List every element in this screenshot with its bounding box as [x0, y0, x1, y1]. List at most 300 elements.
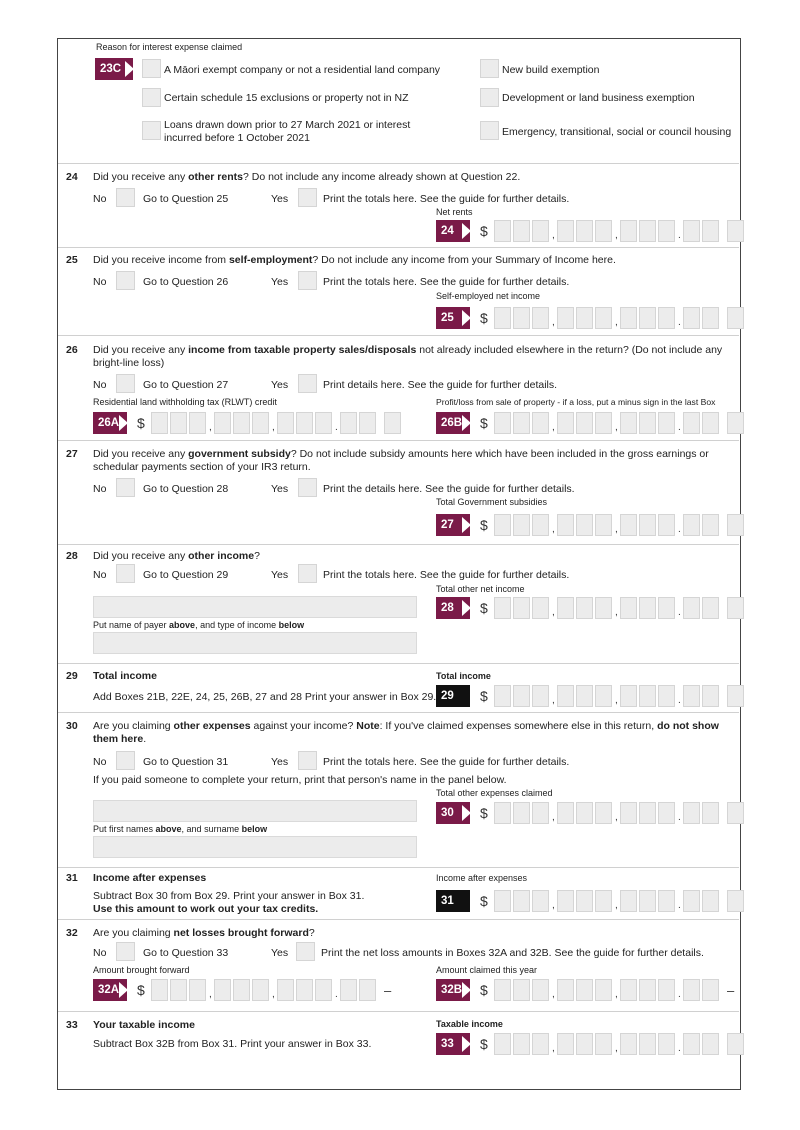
digit-cell[interactable] — [576, 890, 593, 912]
digit-cell[interactable] — [595, 307, 612, 329]
comma-separator: , — [615, 812, 618, 823]
comma-separator: , — [552, 317, 555, 328]
box-26a: 26A — [93, 412, 127, 434]
digit-cell[interactable] — [532, 412, 549, 434]
cents-cell[interactable] — [702, 307, 719, 329]
comma-separator: , — [552, 1043, 555, 1054]
digit-cell[interactable] — [620, 1033, 637, 1055]
comma-separator: , — [272, 989, 275, 1000]
sign-cell[interactable] — [727, 514, 744, 536]
no-label: No — [93, 756, 107, 768]
q27-yes-checkbox[interactable] — [298, 478, 317, 497]
box-31: 31 — [436, 890, 470, 912]
box-25: 25 — [436, 307, 470, 329]
digit-cell[interactable] — [532, 890, 549, 912]
digit-cell[interactable] — [658, 890, 675, 912]
digit-cell[interactable] — [494, 685, 511, 707]
digit-cell[interactable] — [576, 412, 593, 434]
digit-cell[interactable] — [296, 412, 313, 434]
digit-cell[interactable] — [494, 1033, 511, 1055]
digit-cell[interactable] — [595, 220, 612, 242]
q32-number: 32 — [66, 927, 78, 939]
dollar-sign: $ — [480, 310, 488, 326]
goto-label: Go to Question 29 — [143, 569, 229, 581]
digit-cell[interactable] — [658, 412, 675, 434]
digit-cell[interactable] — [557, 514, 574, 536]
digit-cell[interactable] — [639, 1033, 656, 1055]
decimal-point: . — [678, 1043, 681, 1054]
box-23c: 23C — [95, 58, 133, 80]
yes-instruction: Print the totals here. See the guide for further details. — [323, 756, 570, 768]
box-30: 30 — [436, 802, 470, 824]
box-33: 33 — [436, 1033, 470, 1055]
checkbox-emergency-housing[interactable] — [480, 121, 499, 140]
names-instruction: Put first names above, and surname below — [93, 824, 268, 834]
decimal-point: . — [678, 900, 681, 911]
comma-separator: , — [615, 422, 618, 433]
no-label: No — [93, 193, 107, 205]
option-development: Development or land business exemption — [502, 92, 695, 104]
digit-cell[interactable] — [576, 979, 593, 1001]
q27-question-line2: schedular payments section of your IR3 return. — [93, 461, 311, 473]
digit-cell[interactable] — [595, 412, 612, 434]
digit-cell[interactable] — [595, 685, 612, 707]
q29-instruction: Add Boxes 21B, 22E, 24, 25, 26B, 27 and 28 Print your answer in Box 29. — [93, 691, 437, 703]
cents-cell[interactable] — [702, 514, 719, 536]
digit-cell[interactable] — [532, 597, 549, 619]
digit-cell[interactable] — [189, 979, 206, 1001]
digit-cell[interactable] — [532, 1033, 549, 1055]
cents-cell[interactable] — [359, 979, 376, 1001]
comma-separator: , — [552, 812, 555, 823]
digit-cell[interactable] — [277, 412, 294, 434]
q27-question: Did you receive any government subsidy? Do not include subsidy amounts here which have been included in the gross earnings or — [93, 448, 709, 460]
no-label: No — [93, 483, 107, 495]
digit-cell[interactable] — [557, 597, 574, 619]
decimal-point: . — [678, 812, 681, 823]
amount-label: Total Government subsidies — [436, 497, 548, 507]
digit-cell[interactable] — [658, 307, 675, 329]
digit-cell[interactable] — [513, 220, 530, 242]
minus-sign: – — [384, 983, 392, 998]
cents-cell[interactable] — [683, 514, 700, 536]
cents-cell[interactable] — [683, 597, 700, 619]
dollar-sign: $ — [480, 223, 488, 239]
digit-cell[interactable] — [620, 514, 637, 536]
digit-cell[interactable] — [595, 1033, 612, 1055]
box-29: 29 — [436, 685, 470, 707]
comma-separator: , — [615, 1043, 618, 1054]
digit-cell[interactable] — [277, 979, 294, 1001]
digit-cell[interactable] — [252, 979, 269, 1001]
q30-no-checkbox[interactable] — [116, 751, 135, 770]
dollar-sign: $ — [137, 415, 145, 431]
q32-no-checkbox[interactable] — [116, 942, 135, 961]
comma-separator: , — [552, 695, 555, 706]
digit-cell[interactable] — [639, 685, 656, 707]
digit-cell[interactable] — [557, 220, 574, 242]
q30-question-line2: them here. — [93, 733, 147, 745]
decimal-point: . — [335, 989, 338, 1000]
digit-cell[interactable] — [639, 597, 656, 619]
q24-yes-checkbox[interactable] — [298, 188, 317, 207]
digit-cell[interactable] — [513, 685, 530, 707]
cents-cell[interactable] — [683, 979, 700, 1001]
digit-cell[interactable] — [639, 890, 656, 912]
decimal-point: . — [678, 230, 681, 241]
comma-separator: , — [615, 230, 618, 241]
option-loans-drawn-1: Loans drawn down prior to 27 March 2021 or interest — [164, 119, 411, 131]
sign-cell[interactable] — [727, 412, 744, 434]
divider — [58, 1011, 739, 1012]
digit-cell[interactable] — [513, 514, 530, 536]
digit-cell[interactable] — [620, 890, 637, 912]
q28-question: Did you receive any other income? — [93, 550, 260, 562]
cents-cell[interactable] — [683, 802, 700, 824]
digit-cell[interactable] — [658, 1033, 675, 1055]
digit-cell[interactable] — [620, 685, 637, 707]
digit-cell[interactable] — [557, 1033, 574, 1055]
digit-cell[interactable] — [170, 412, 187, 434]
comma-separator: , — [209, 989, 212, 1000]
q25-number: 25 — [66, 254, 78, 266]
digit-cell[interactable] — [658, 802, 675, 824]
digit-cell[interactable] — [170, 979, 187, 1001]
no-label: No — [93, 276, 107, 288]
digit-cell[interactable] — [557, 307, 574, 329]
checkbox-maori-exempt[interactable] — [142, 59, 161, 78]
digit-cell[interactable] — [315, 412, 332, 434]
box-26b: 26B — [436, 412, 470, 434]
digit-cell[interactable] — [620, 979, 637, 1001]
q26-question: Did you receive any income from taxable property sales/disposals not already included elsewhere in the return? (Do not include any — [93, 344, 723, 356]
q33-instruction: Subtract Box 32B from Box 31. Print your answer in Box 33. — [93, 1038, 372, 1050]
q25-no-checkbox[interactable] — [116, 271, 135, 290]
dollar-sign: $ — [480, 517, 488, 533]
cents-cell[interactable] — [702, 220, 719, 242]
yes-instruction: Print the net loss amounts in Boxes 32A and 32B. See the guide for further details. — [321, 947, 704, 959]
digit-cell[interactable] — [639, 412, 656, 434]
digit-cell[interactable] — [620, 412, 637, 434]
yes-label: Yes — [271, 483, 289, 495]
cents-cell[interactable] — [359, 412, 376, 434]
minus-sign: – — [727, 983, 735, 998]
digit-cell[interactable] — [494, 412, 511, 434]
comma-separator: , — [615, 695, 618, 706]
comma-separator: , — [552, 230, 555, 241]
q25-yes-checkbox[interactable] — [298, 271, 317, 290]
digit-cell[interactable] — [532, 802, 549, 824]
q26-no-checkbox[interactable] — [116, 374, 135, 393]
digit-cell[interactable] — [494, 597, 511, 619]
decimal-point: . — [678, 317, 681, 328]
box-32b: 32B — [436, 979, 470, 1001]
surname-field[interactable] — [93, 836, 417, 858]
digit-cell[interactable] — [513, 1033, 530, 1055]
yes-instruction: Print the details here. See the guide for further details. — [323, 483, 575, 495]
q33-title: Your taxable income — [93, 1019, 195, 1031]
checkbox-loans-drawn[interactable] — [142, 121, 161, 140]
cents-cell[interactable] — [702, 597, 719, 619]
comma-separator: , — [615, 989, 618, 1000]
q29-title: Total income — [93, 670, 157, 682]
goto-label: Go to Question 31 — [143, 756, 229, 768]
digit-cell[interactable] — [658, 514, 675, 536]
yes-instruction: Print the totals here. See the guide for further details. — [323, 569, 570, 581]
q31-number: 31 — [66, 872, 78, 884]
q30-yes-checkbox[interactable] — [298, 751, 317, 770]
digit-cell[interactable] — [494, 514, 511, 536]
digit-cell[interactable] — [252, 412, 269, 434]
divider — [58, 247, 739, 248]
cents-cell[interactable] — [683, 412, 700, 434]
digit-cell[interactable] — [494, 802, 511, 824]
digit-cell[interactable] — [595, 514, 612, 536]
comma-separator: , — [552, 989, 555, 1000]
cents-cell[interactable] — [683, 890, 700, 912]
q28-yes-checkbox[interactable] — [298, 564, 317, 583]
digit-cell[interactable] — [620, 220, 637, 242]
digit-cell[interactable] — [557, 412, 574, 434]
cents-cell[interactable] — [702, 979, 719, 1001]
comma-separator: , — [552, 422, 555, 433]
comma-separator: , — [615, 900, 618, 911]
cents-cell[interactable] — [340, 979, 357, 1001]
digit-cell[interactable] — [494, 220, 511, 242]
digit-cell[interactable] — [595, 979, 612, 1001]
digit-cell[interactable] — [315, 979, 332, 1001]
dollar-sign: $ — [480, 805, 488, 821]
amount-label-26a: Residential land withholding tax (RLWT) credit — [93, 397, 277, 407]
digit-cell[interactable] — [557, 890, 574, 912]
yes-instruction: Print the totals here. See the guide for further details. — [323, 193, 570, 205]
digit-cell[interactable] — [296, 979, 313, 1001]
digit-cell[interactable] — [658, 597, 675, 619]
digit-cell[interactable] — [494, 890, 511, 912]
income-type-field[interactable] — [93, 632, 417, 654]
cents-cell[interactable] — [702, 890, 719, 912]
q32-yes-checkbox[interactable] — [296, 942, 315, 961]
digit-cell[interactable] — [513, 890, 530, 912]
digit-cell[interactable] — [620, 802, 637, 824]
extra-cell[interactable] — [384, 412, 401, 434]
digit-cell[interactable] — [595, 802, 612, 824]
amount-label: Total other expenses claimed — [436, 788, 553, 798]
q30-question: Are you claiming other expenses against your income? Note: If you've claimed expenses somewhere else in this return, do not show — [93, 720, 719, 732]
cents-cell[interactable] — [683, 685, 700, 707]
digit-cell[interactable] — [513, 979, 530, 1001]
digit-cell[interactable] — [233, 979, 250, 1001]
divider — [58, 867, 739, 868]
q29-number: 29 — [66, 670, 78, 682]
digit-cell[interactable] — [532, 514, 549, 536]
option-loans-drawn-2: incurred before 1 October 2021 — [164, 132, 310, 144]
comma-separator: , — [552, 900, 555, 911]
comma-separator: , — [615, 607, 618, 618]
amount-label: Total income — [436, 671, 491, 681]
q24-no-checkbox[interactable] — [116, 188, 135, 207]
dollar-sign: $ — [480, 688, 488, 704]
digit-cell[interactable] — [151, 979, 168, 1001]
digit-cell[interactable] — [189, 412, 206, 434]
digit-cell[interactable] — [639, 514, 656, 536]
no-label: No — [93, 379, 107, 391]
divider — [58, 440, 739, 441]
digit-cell[interactable] — [513, 412, 530, 434]
cents-cell[interactable] — [702, 1033, 719, 1055]
digit-cell[interactable] — [151, 412, 168, 434]
q28-no-checkbox[interactable] — [116, 564, 135, 583]
digit-cell[interactable] — [639, 802, 656, 824]
digit-cell[interactable] — [576, 307, 593, 329]
q27-number: 27 — [66, 448, 78, 460]
payer-instruction: Put name of payer above, and type of income below — [93, 620, 305, 630]
comma-separator: , — [615, 524, 618, 535]
cents-cell[interactable] — [702, 685, 719, 707]
digit-cell[interactable] — [639, 220, 656, 242]
digit-cell[interactable] — [532, 307, 549, 329]
sign-cell[interactable] — [727, 307, 744, 329]
digit-cell[interactable] — [513, 802, 530, 824]
digit-cell[interactable] — [557, 685, 574, 707]
digit-cell[interactable] — [576, 802, 593, 824]
decimal-point: . — [678, 422, 681, 433]
digit-cell[interactable] — [576, 514, 593, 536]
cents-cell[interactable] — [683, 1033, 700, 1055]
digit-cell[interactable] — [494, 979, 511, 1001]
digit-cell[interactable] — [620, 307, 637, 329]
digit-cell[interactable] — [620, 597, 637, 619]
digit-cell[interactable] — [576, 597, 593, 619]
option-emergency-housing: Emergency, transitional, social or council housing — [502, 126, 732, 138]
digit-cell[interactable] — [513, 307, 530, 329]
goto-label: Go to Question 33 — [143, 947, 229, 959]
sign-cell[interactable] — [727, 597, 744, 619]
checkbox-schedule-15[interactable] — [142, 88, 161, 107]
cents-cell[interactable] — [683, 220, 700, 242]
q30-number: 30 — [66, 720, 78, 732]
digit-cell[interactable] — [532, 979, 549, 1001]
q31-title: Income after expenses — [93, 872, 207, 884]
decimal-point: . — [335, 422, 338, 433]
q24-question: Did you receive any other rents? Do not include any income already shown at Question 22. — [93, 171, 521, 183]
amount-label-32b: Amount claimed this year — [436, 965, 538, 975]
yes-label: Yes — [271, 947, 289, 959]
cents-cell[interactable] — [702, 802, 719, 824]
no-label: No — [93, 569, 107, 581]
digit-cell[interactable] — [639, 979, 656, 1001]
payer-name-field[interactable] — [93, 596, 417, 618]
yes-label: Yes — [271, 379, 289, 391]
yes-label: Yes — [271, 193, 289, 205]
digit-cell[interactable] — [576, 1033, 593, 1055]
digit-cell[interactable] — [557, 979, 574, 1001]
decimal-point: . — [678, 989, 681, 1000]
q32-question: Are you claiming net losses brought forward? — [93, 927, 315, 939]
digit-cell[interactable] — [639, 307, 656, 329]
digit-cell[interactable] — [658, 979, 675, 1001]
digit-cell[interactable] — [233, 412, 250, 434]
q25-question: Did you receive income from self-employment? Do not include any income from your Summary of Income here. — [93, 254, 616, 266]
yes-label: Yes — [271, 276, 289, 288]
sign-cell[interactable] — [727, 1033, 744, 1055]
q26-question-line2: bright-line loss) — [93, 357, 165, 369]
decimal-point: . — [678, 524, 681, 535]
option-schedule-15: Certain schedule 15 exclusions or property not in NZ — [164, 92, 409, 104]
digit-cell[interactable] — [595, 890, 612, 912]
sign-cell[interactable] — [727, 685, 744, 707]
q30-paid-instruction: If you paid someone to complete your return, print that person's name in the panel below. — [93, 774, 507, 786]
q28-number: 28 — [66, 550, 78, 562]
q27-no-checkbox[interactable] — [116, 478, 135, 497]
goto-label: Go to Question 28 — [143, 483, 229, 495]
q26-yes-checkbox[interactable] — [298, 374, 317, 393]
amount-label: Income after expenses — [436, 873, 528, 883]
sign-cell[interactable] — [727, 802, 744, 824]
box-28: 28 — [436, 597, 470, 619]
q23c-heading: Reason for interest expense claimed — [96, 42, 243, 52]
digit-cell[interactable] — [214, 412, 231, 434]
digit-cell[interactable] — [658, 220, 675, 242]
checkbox-development[interactable] — [480, 88, 499, 107]
amount-label-32a: Amount brought forward — [93, 965, 190, 975]
box-27: 27 — [436, 514, 470, 536]
option-maori-exempt: A Māori exempt company or not a residential land company — [164, 64, 441, 76]
digit-cell[interactable] — [557, 802, 574, 824]
digit-cell[interactable] — [532, 220, 549, 242]
divider — [58, 663, 739, 664]
digit-cell[interactable] — [513, 597, 530, 619]
box-24: 24 — [436, 220, 470, 242]
sign-cell[interactable] — [727, 220, 744, 242]
dollar-sign: $ — [480, 982, 488, 998]
digit-cell[interactable] — [576, 685, 593, 707]
q31-instruction-bold: Use this amount to work out your tax credits. — [93, 903, 319, 915]
yes-instruction: Print the totals here. See the guide for further details. — [323, 276, 570, 288]
dollar-sign: $ — [480, 600, 488, 616]
dollar-sign: $ — [480, 415, 488, 431]
digit-cell[interactable] — [595, 597, 612, 619]
option-new-build: New build exemption — [502, 64, 600, 76]
divider — [58, 163, 739, 164]
cents-cell[interactable] — [683, 307, 700, 329]
cents-cell[interactable] — [340, 412, 357, 434]
divider — [58, 919, 739, 920]
cents-cell[interactable] — [702, 412, 719, 434]
amount-label: Net rents — [436, 207, 473, 217]
yes-label: Yes — [271, 569, 289, 581]
digit-cell[interactable] — [214, 979, 231, 1001]
sign-cell[interactable] — [727, 890, 744, 912]
comma-separator: , — [615, 317, 618, 328]
no-label: No — [93, 947, 107, 959]
digit-cell[interactable] — [532, 685, 549, 707]
decimal-point: . — [678, 695, 681, 706]
yes-label: Yes — [271, 756, 289, 768]
digit-cell[interactable] — [658, 685, 675, 707]
checkbox-new-build[interactable] — [480, 59, 499, 78]
amount-label: Total other net income — [436, 584, 525, 594]
comma-separator: , — [552, 524, 555, 535]
digit-cell[interactable] — [494, 307, 511, 329]
q24-number: 24 — [66, 171, 78, 183]
q26-number: 26 — [66, 344, 78, 356]
digit-cell[interactable] — [576, 220, 593, 242]
goto-label: Go to Question 27 — [143, 379, 229, 391]
box-32a: 32A — [93, 979, 127, 1001]
first-names-field[interactable] — [93, 800, 417, 822]
comma-separator: , — [272, 422, 275, 433]
